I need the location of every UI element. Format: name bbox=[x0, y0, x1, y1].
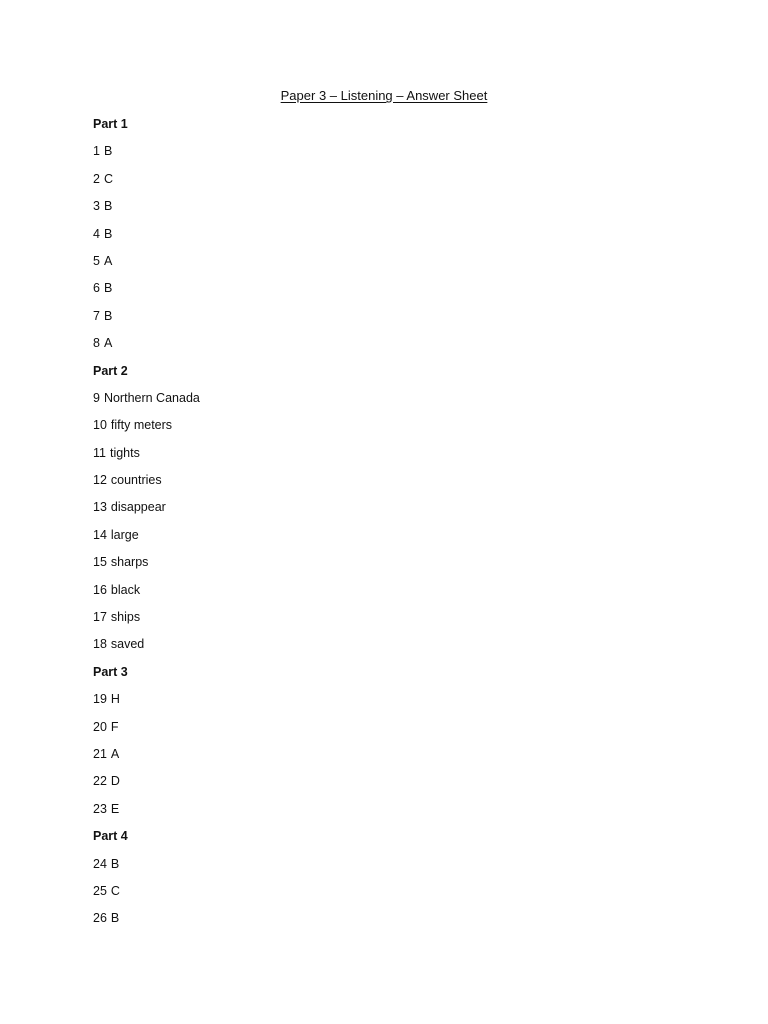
question-number: 19 bbox=[93, 692, 107, 707]
answer-row bbox=[93, 691, 200, 718]
answer-row bbox=[93, 335, 200, 362]
question-number: 10 bbox=[93, 418, 107, 433]
answer-text: F bbox=[110, 719, 119, 734]
question-number: 12 bbox=[93, 473, 107, 488]
answer-row bbox=[93, 801, 200, 828]
answer-list bbox=[93, 116, 200, 938]
answer-row bbox=[93, 856, 200, 883]
answer-row bbox=[93, 554, 200, 581]
question-number: 14 bbox=[93, 527, 107, 542]
answer-row bbox=[93, 636, 200, 663]
question-number: 7 bbox=[93, 308, 100, 323]
answer-row bbox=[93, 171, 200, 198]
answer-row bbox=[93, 198, 200, 225]
answer-text: C bbox=[110, 883, 120, 898]
answer-text: A bbox=[103, 253, 113, 268]
answer-text: C bbox=[103, 171, 113, 186]
question-number: 9 bbox=[93, 390, 100, 405]
answer-text: E bbox=[110, 801, 120, 816]
answer-row bbox=[93, 773, 200, 800]
answer-text: B bbox=[110, 911, 120, 926]
answer-row bbox=[93, 472, 200, 499]
answer-text: B bbox=[103, 281, 113, 296]
answer-text: A bbox=[103, 336, 113, 351]
answer-text: disappear bbox=[110, 500, 166, 515]
question-number: 22 bbox=[93, 774, 107, 789]
page-title: Paper 3 – Listening – Answer Sheet bbox=[280, 88, 488, 103]
answer-text: H bbox=[110, 692, 120, 707]
question-number: 26 bbox=[93, 911, 107, 926]
answer-text: B bbox=[103, 226, 113, 241]
answer-text: saved bbox=[110, 637, 145, 652]
question-number: 18 bbox=[93, 637, 107, 652]
question-number: 4 bbox=[93, 226, 100, 241]
answer-row bbox=[93, 719, 200, 746]
answer-text: countries bbox=[110, 473, 162, 488]
part-heading: Part 3 bbox=[93, 664, 128, 679]
answer-text: B bbox=[110, 856, 120, 871]
part-heading: Part 1 bbox=[93, 117, 128, 131]
answer-row bbox=[93, 390, 200, 417]
answer-row bbox=[93, 746, 200, 773]
question-number: 21 bbox=[93, 746, 107, 761]
question-number: 13 bbox=[93, 500, 107, 515]
answer-text: ships bbox=[110, 610, 141, 625]
part-heading: Part 4 bbox=[93, 829, 128, 844]
answer-row bbox=[93, 226, 200, 253]
answer-row bbox=[93, 910, 200, 937]
answer-row bbox=[93, 308, 200, 335]
answer-row bbox=[93, 499, 200, 526]
answer-row bbox=[93, 582, 200, 609]
answer-text: Northern Canada bbox=[103, 390, 200, 405]
answer-row bbox=[93, 883, 200, 910]
answer-row bbox=[93, 280, 200, 307]
question-number: 24 bbox=[93, 856, 107, 871]
question-number: 6 bbox=[93, 281, 100, 296]
question-number: 2 bbox=[93, 171, 100, 186]
answer-text: black bbox=[110, 582, 141, 597]
answer-text: B bbox=[103, 199, 113, 214]
question-number: 20 bbox=[93, 719, 107, 734]
question-number: 8 bbox=[93, 336, 100, 351]
answer-row bbox=[93, 417, 200, 444]
question-number: 15 bbox=[93, 555, 107, 570]
answer-row bbox=[93, 609, 200, 636]
answer-row bbox=[93, 445, 200, 472]
question-number: 25 bbox=[93, 883, 107, 898]
answer-text: D bbox=[110, 774, 120, 789]
question-number: 17 bbox=[93, 610, 107, 625]
answer-text: A bbox=[110, 746, 120, 761]
answer-text: fifty meters bbox=[110, 418, 173, 433]
part-heading: Part 2 bbox=[93, 363, 128, 378]
question-number: 23 bbox=[93, 801, 107, 816]
answer-text: sharps bbox=[110, 555, 149, 570]
answer-row bbox=[93, 143, 200, 170]
answer-text: tights bbox=[109, 445, 140, 460]
answer-text: B bbox=[103, 308, 113, 323]
answer-row bbox=[93, 253, 200, 280]
question-number: 1 bbox=[93, 144, 100, 159]
answer-text: large bbox=[110, 527, 139, 542]
answer-row bbox=[93, 527, 200, 554]
question-number: 11 bbox=[93, 445, 106, 460]
answer-text: B bbox=[103, 144, 113, 159]
question-number: 16 bbox=[93, 582, 107, 597]
question-number: 5 bbox=[93, 253, 100, 268]
question-number: 3 bbox=[93, 199, 100, 214]
